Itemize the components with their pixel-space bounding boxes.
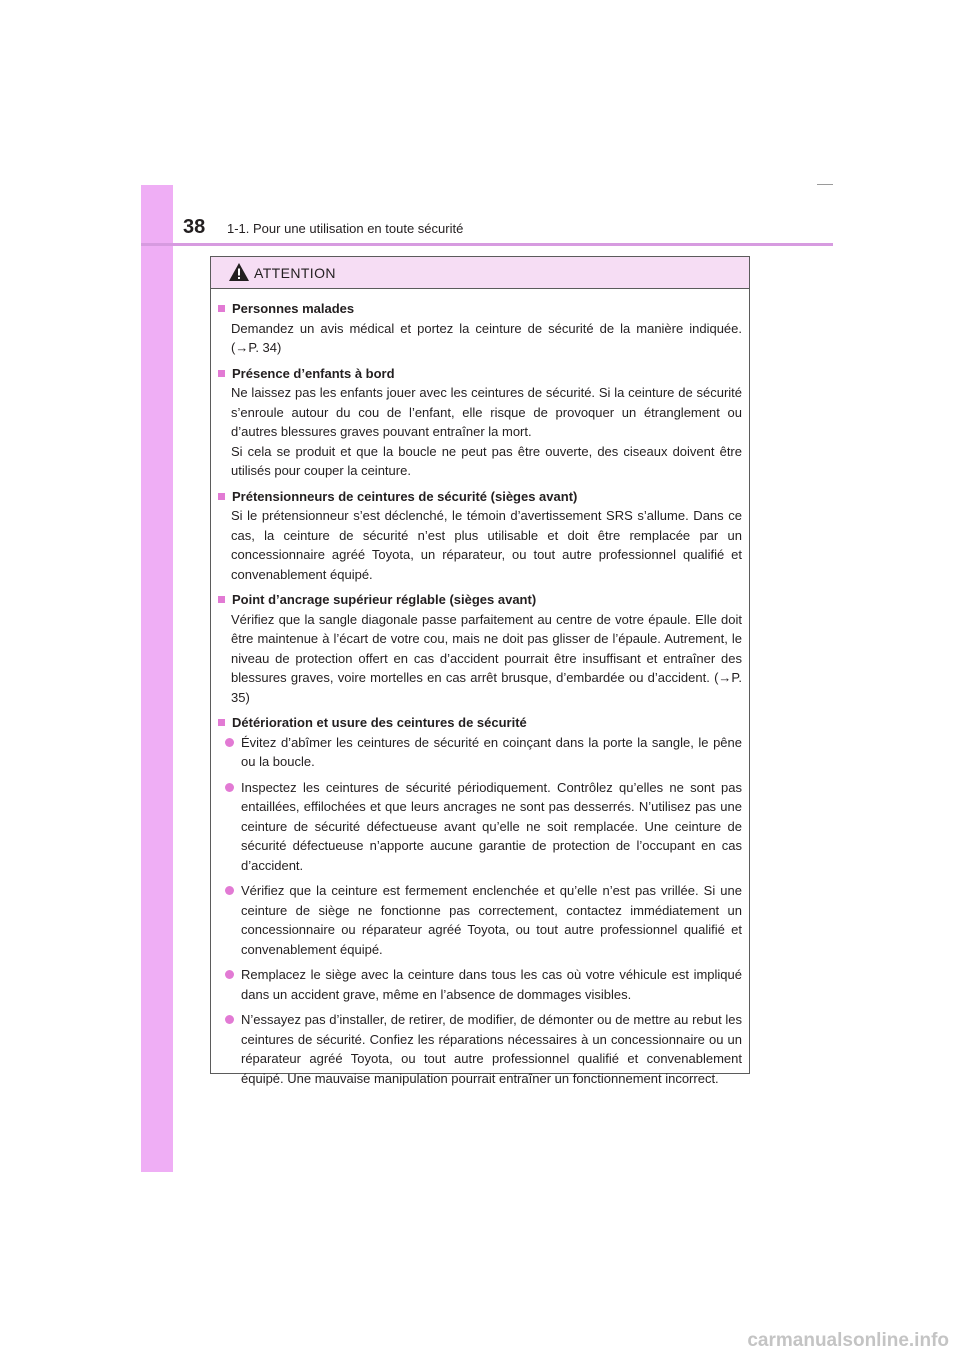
- square-bullet-icon: [218, 596, 225, 603]
- topic-title: Détérioration et usure des ceintures de sécurité: [232, 715, 527, 730]
- corner-mark: [817, 184, 833, 185]
- bullet-text: Vérifiez que la ceinture est fermement enclenchée et qu’elle n’est pas vrillée. Si une ceinture de siège ne fonctionne pas correctement, contactez immédiatement un concessionnaire ou réparateur agréé Toyota, ou tout autre professionnel qualifié et convenablement équipé.: [241, 883, 742, 957]
- bullet-text: Inspectez les ceintures de sécurité périodiquement. Contrôlez qu’elles ne sont pas entaillées, effilochées et que leurs ancrages ne sont pas desserrés. N’utilisez pas une ceinture de sécurité défectueuse avant qu’elle ne soit remplacée. Une ceinture de sécurité défectueuse n’apporte aucune garantie de protection de l’occupant en cas d’accident.: [241, 779, 742, 873]
- chapter-tab-bar: [141, 185, 173, 1172]
- round-bullet-icon: [225, 1015, 234, 1024]
- round-bullet-icon: [225, 886, 234, 895]
- square-bullet-icon: [218, 493, 225, 500]
- warning-body: [217, 299, 742, 1094]
- warning-box: [210, 256, 750, 1086]
- warning-topic: [217, 364, 742, 481]
- section-title: 1-1. Pour une utilisation en toute sécurité: [227, 221, 464, 236]
- warning-topic: [217, 299, 742, 358]
- round-bullet-icon: [225, 738, 234, 747]
- warning-topic: [217, 487, 742, 585]
- page-number: 38: [183, 216, 206, 238]
- square-bullet-icon: [218, 370, 225, 377]
- warning-header: [211, 257, 749, 289]
- list-item: [225, 1010, 742, 1088]
- topic-heading: [217, 299, 742, 319]
- topic-title: Prétensionneurs de ceintures de sécurité (sièges avant): [232, 488, 578, 504]
- square-bullet-icon: [218, 719, 225, 726]
- square-bullet-icon: [218, 305, 225, 312]
- topic-paragraph: Demandez un avis médical et portez la ceinture de sécurité de la manière indiquée. (→P. 34): [231, 320, 742, 355]
- list-item: [225, 733, 742, 772]
- round-bullet-icon: [225, 970, 234, 979]
- topic-heading: [217, 487, 742, 507]
- bullet-text: Évitez d’abîmer les ceintures de sécurité en coinçant dans la porte la sangle, le pêne ou la boucle.: [241, 734, 742, 769]
- warning-topic: [217, 713, 742, 1088]
- topic-paragraph: Si le prétensionneur s’est déclenché, le témoin d’avertissement SRS s’allume. Dans ce cas, la ceinture de sécurité n’est plus utilisable et doit être remplacée par un concessionnaire agréé Toyota, un réparateur, ou tout autre professionnel qualifié et convenablement équipé.: [231, 508, 742, 582]
- bullet-text: Remplacez le siège avec la ceinture dans tous les cas où votre véhicule est impliqué dans un accident grave, même en l’absence de dommages visibles.: [241, 967, 742, 1002]
- topic-heading: [217, 590, 742, 610]
- watermark: carmanualsonline.info: [747, 1330, 949, 1351]
- round-bullet-icon: [225, 783, 234, 792]
- bullet-text: N’essayez pas d’installer, de retirer, de modifier, de démonter ou de mettre au rebut les ceintures de sécurité. Confiez les réparations nécessaires à un concessionnaire ou un réparateur agréé Toyota, ou tout autre professionnel qualifié et convenablement équipé. Une mauvaise manipulation pourrait entraîner un fonctionnement incorrect.: [241, 1012, 742, 1086]
- warning-topic: [217, 590, 742, 707]
- topic-title: Personnes malades: [232, 301, 355, 316]
- list-item: [225, 778, 742, 876]
- topic-paragraph: Vérifiez que la sangle diagonale passe parfaitement au centre de votre épaule. Elle doit être maintenue à l’écart de votre cou, mais ne doit pas glisser de l’épaule. Autrement, le niveau de protection offert en cas d’accident pourrait être insuffisant et entraîner des blessures graves, voire mortelles en cas arrêt brusque, d’embardée ou d’accident. (→P. 35): [231, 611, 742, 705]
- warning-label: ATTENTION: [254, 265, 336, 281]
- list-item: [225, 881, 742, 959]
- topic-heading: [217, 713, 742, 733]
- topic-paragraph: Ne laissez pas les enfants jouer avec les ceintures de sécurité. Si la ceinture de sécurité s’enroule autour du cou de l’enfant, elle risque de provoquer un étranglement ou d’autres blessures graves pouvant entraîner la mort.: [231, 385, 742, 439]
- topic-paragraph: Si cela se produit et que la boucle ne peut pas être ouverte, des ciseaux doivent être utilisés pour couper la ceinture.: [231, 443, 742, 478]
- warning-triangle-icon: [228, 262, 250, 282]
- topic-title: Présence d’enfants à bord: [232, 365, 395, 381]
- topic-heading: [217, 364, 742, 384]
- header-rule: [141, 243, 833, 246]
- topic-title: Point d’ancrage supérieur réglable (sièges avant): [232, 592, 537, 607]
- list-item: [225, 965, 742, 1004]
